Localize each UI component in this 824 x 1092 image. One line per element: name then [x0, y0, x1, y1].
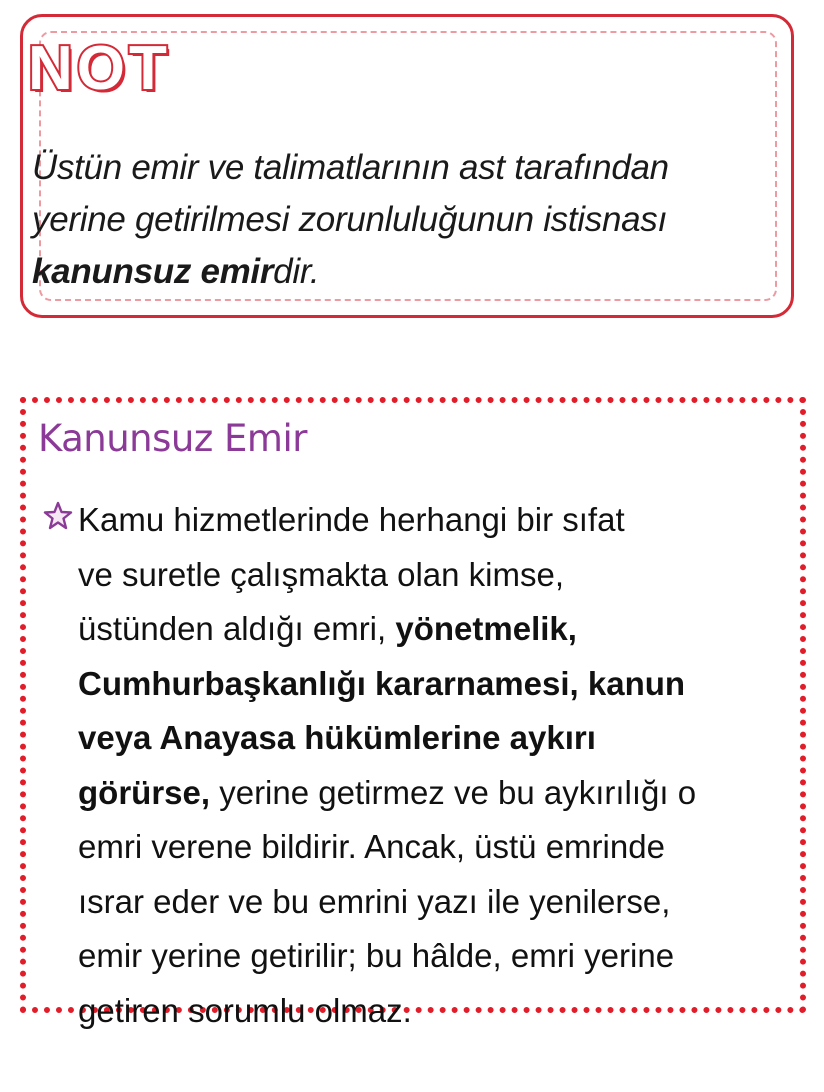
- body-line: [78, 602, 778, 657]
- body-text: ısrar eder ve bu emrini yazı ile yenilerse,: [78, 882, 671, 920]
- body-emphasis: görürse,: [78, 773, 211, 811]
- body-line: [78, 820, 778, 875]
- body-text: ve suretle çalışmakta olan kimse,: [78, 555, 565, 593]
- body-line: [78, 875, 778, 930]
- body-emphasis: veya Anayasa hükümlerine aykırı: [78, 719, 596, 756]
- body-line: [78, 929, 778, 984]
- star-icon: [42, 500, 74, 532]
- note-keyword: kanunsuz emir: [32, 252, 274, 291]
- note-suffix: dir.: [273, 252, 320, 291]
- body-text: emir yerine getirilir; bu hâlde, emri yerine: [78, 937, 675, 974]
- body-text: Kamu hizmetlerinde herhangi bir sıfat: [78, 501, 625, 538]
- body-line: [78, 984, 778, 1039]
- note-line-3: [32, 246, 752, 298]
- body-line: [78, 711, 778, 766]
- body-text: üstünden aldığı emri,: [78, 610, 396, 647]
- body-line: [78, 766, 778, 821]
- body-text: yerine getirmez ve bu aykırılığı o: [210, 773, 697, 811]
- body-text: getiren sorumlu olmaz.: [78, 991, 412, 1029]
- body-emphasis: Cumhurbaşkanlığı kararnamesi, kanun: [78, 664, 686, 702]
- note-line-1: Üstün emir ve talimatlarının ast tarafından: [32, 148, 669, 187]
- body-line: [78, 548, 778, 603]
- body-line: [78, 657, 778, 712]
- note-title: NOT: [28, 34, 171, 103]
- body-line: [78, 493, 778, 548]
- body-emphasis: yönetmelik,: [395, 610, 577, 647]
- section-title: Kanunsuz Emir: [38, 417, 307, 460]
- note-line-2: yerine getirilmesi zorunluluğunun istisnası: [32, 200, 667, 239]
- section-body: [78, 493, 778, 1038]
- body-text: emri verene bildirir. Ancak, üstü emrinde: [78, 828, 665, 865]
- note-text: [32, 142, 752, 298]
